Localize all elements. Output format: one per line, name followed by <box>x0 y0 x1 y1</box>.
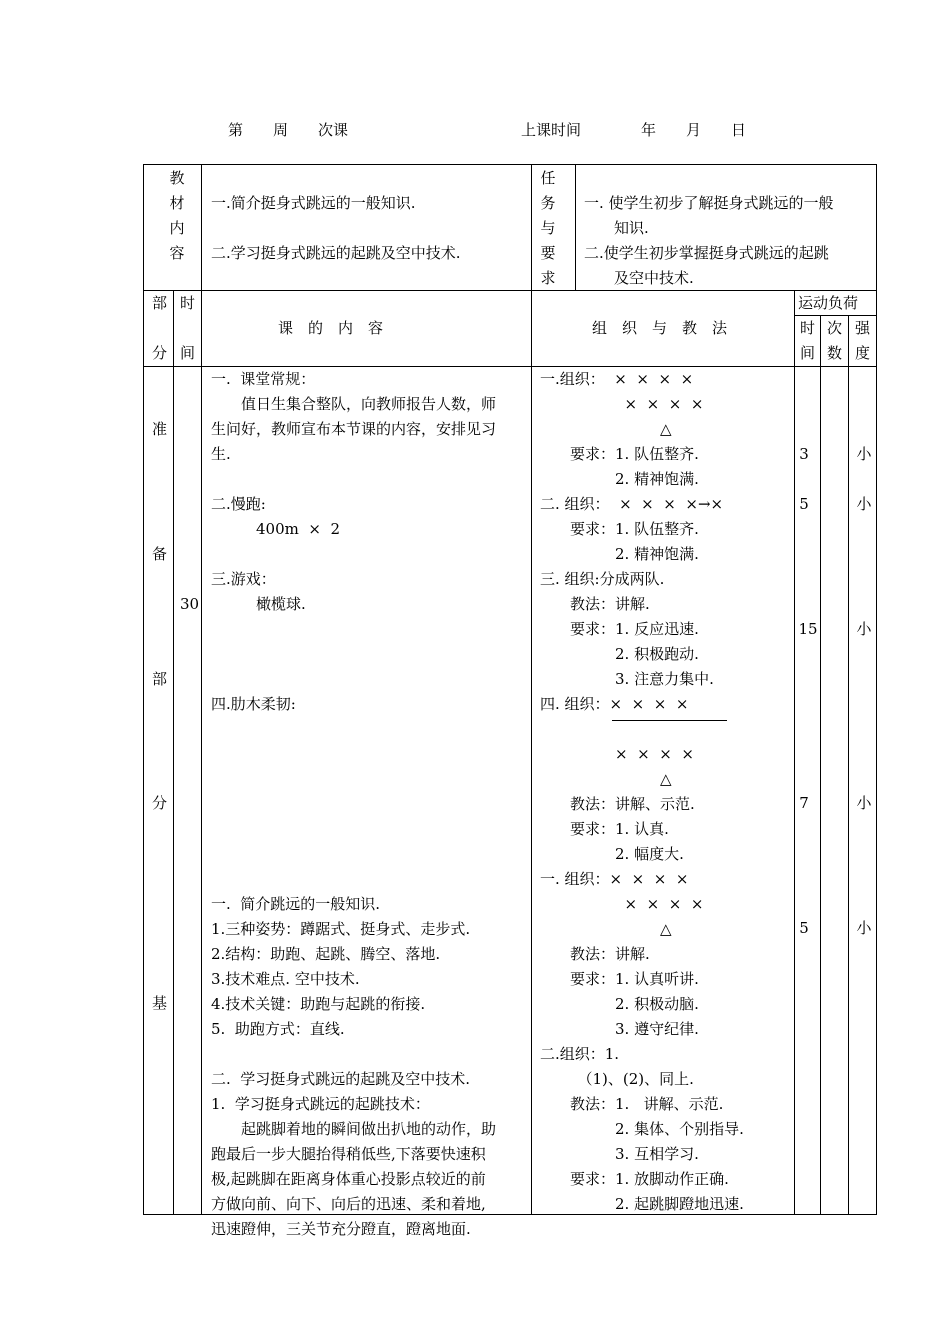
method-line: 一.组织： × × × × <box>540 370 694 388</box>
content-line <box>211 792 529 817</box>
method-line: 二.组织：1. <box>540 1045 620 1063</box>
method-line: 教法：讲解. <box>540 595 650 613</box>
content-line: 4.技术关键：助跑与起跳的衔接. <box>211 995 426 1013</box>
method-line: 要求：1. 队伍整齐. <box>540 445 699 463</box>
method-line: △ <box>540 420 672 438</box>
method-line: 三. 组织:分成两队. <box>540 570 665 588</box>
content-line <box>211 717 529 742</box>
content-line: 橄榄球. <box>211 595 306 613</box>
method-line: × × × × <box>540 745 694 763</box>
content-line: 值日生集合整队，向教师报告人数，师 <box>211 395 497 413</box>
method-line: 要求：1. 队伍整齐. <box>540 520 699 538</box>
content-line: 5. 助跑方式：直线. <box>211 1020 345 1038</box>
header-week: 第 周 次课 <box>228 121 349 139</box>
content-line <box>211 542 529 567</box>
col-method-header: 组 织 与 教 法 <box>592 319 728 337</box>
col-time-1: 时 <box>180 294 196 312</box>
method-line: × × × × <box>540 395 704 413</box>
content-line: 2.结构：助跑、起跳、腾空、落地. <box>211 945 441 963</box>
method-line: 2. 精神饱满. <box>540 470 699 488</box>
content-line: 二.慢跑: <box>211 495 266 513</box>
content-line: 一. 课堂常规： <box>211 370 316 388</box>
load-time: 3 <box>799 445 809 463</box>
content-line: 二. 学习挺身式跳远的起跳及空中技术. <box>211 1070 471 1088</box>
content-line <box>211 1042 529 1067</box>
material-item: 二.学习挺身式跳远的起跳及空中技术. <box>211 244 461 262</box>
col-load-time: 时 间 <box>799 319 815 362</box>
content-line: 起跳脚着地的瞬间做出扒地的动作，助 <box>211 1120 497 1138</box>
content-line: 生问好，教师宣布本节课的内容，安排见习 <box>211 420 497 438</box>
time-total: 30 <box>180 595 200 613</box>
content-line: 迅速蹬伸，三关节充分蹬直，蹬离地面. <box>211 1220 471 1238</box>
task-label: 任 务 与 要 求 <box>540 169 556 287</box>
content-line <box>211 667 529 692</box>
content-column <box>211 367 529 1242</box>
method-line: △ <box>540 920 672 938</box>
content-line <box>211 467 529 492</box>
method-line: 教法：1. 讲解、示范. <box>540 1095 724 1113</box>
col-load-count: 次 数 <box>826 319 842 362</box>
content-line: 极,起跳脚在距离身体重心投影点较近的前 <box>211 1170 486 1188</box>
method-line: 教法：讲解、示范. <box>540 795 695 813</box>
load-time: 5 <box>799 919 809 937</box>
method-line: 一. 组织：× × × × <box>540 870 689 888</box>
header-class-time: 上课时间 年 月 日 <box>521 121 747 139</box>
load-intensity: 小 <box>856 794 872 812</box>
col-part-1: 部 <box>152 294 168 312</box>
load-intensity: 小 <box>856 445 872 463</box>
content-line <box>211 767 529 792</box>
method-line: 2. 精神饱满. <box>540 545 699 563</box>
col-load-header: 运动负荷 <box>798 294 859 312</box>
load-time: 7 <box>799 794 809 812</box>
content-line: 方做向前、向下、向后的迅速、柔和着地, <box>211 1195 486 1213</box>
content-line <box>211 842 529 867</box>
part-char: 分 <box>152 794 168 812</box>
content-line <box>211 742 529 767</box>
method-line: 要求：1. 认真听讲. <box>540 970 699 988</box>
load-intensity: 小 <box>856 495 872 513</box>
part-char: 备 <box>152 545 168 563</box>
material-label: 教 材 内 容 <box>169 169 185 262</box>
content-line <box>211 642 529 667</box>
content-line: 3.技术难点. 空中技术. <box>211 970 360 988</box>
content-line: 1.三种姿势：蹲踞式、挺身式、走步式. <box>211 920 471 938</box>
task-item: 一. 使学生初步了解挺身式跳远的一般 <box>584 194 834 212</box>
col-content-header: 课 的 内 容 <box>278 319 384 337</box>
part-char: 部 <box>152 670 168 688</box>
task-item: 知识. <box>584 219 649 237</box>
content-line: 1. 学习挺身式跳远的起跳技术： <box>211 1095 430 1113</box>
method-line: 2. 幅度大. <box>540 845 684 863</box>
method-line: 3. 遵守纪律. <box>540 1020 699 1038</box>
method-line: 要求：1. 认真. <box>540 820 669 838</box>
content-line <box>211 867 529 892</box>
task-item: 二.使学生初步掌握挺身式跳远的起跳 <box>584 244 829 262</box>
part-char: 基 <box>152 994 168 1012</box>
method-line: 二. 组织： × × × ×→× <box>540 495 724 513</box>
part-char: 准 <box>152 420 168 438</box>
content-line: 生. <box>211 445 231 463</box>
method-line: 3. 互相学习. <box>540 1145 699 1163</box>
method-line: （1)、(2)、同上. <box>540 1070 694 1088</box>
method-line: 要求：1. 放脚动作正确. <box>540 1170 729 1188</box>
col-part-2: 分 <box>152 344 168 362</box>
material-item <box>211 216 461 241</box>
method-line: 2. 集体、个别指导. <box>540 1120 744 1138</box>
load-time: 5 <box>799 495 809 513</box>
load-intensity: 小 <box>856 919 872 937</box>
col-time-2: 间 <box>180 344 196 362</box>
method-column <box>540 367 792 1217</box>
content-line: 一. 简介跳远的一般知识. <box>211 895 381 913</box>
load-intensity: 小 <box>856 620 872 638</box>
method-line: × × × × <box>540 895 704 913</box>
col-load-intensity: 强 度 <box>854 319 870 362</box>
content-line: 三.游戏： <box>211 570 276 588</box>
content-line: 400m × 2 <box>211 520 341 538</box>
method-line: 2. 积极动脑. <box>540 995 699 1013</box>
load-time: 15 <box>798 620 818 638</box>
method-line: 3. 注意力集中. <box>540 670 714 688</box>
method-line: 要求：1. 反应迅速. <box>540 620 699 638</box>
material-content <box>211 191 461 266</box>
content-line <box>211 817 529 842</box>
method-line <box>540 717 792 742</box>
method-line: 2. 起跳脚蹬地迅速. <box>540 1195 744 1213</box>
method-line: 2. 积极跑动. <box>540 645 699 663</box>
content-line: 四.肋木柔韧: <box>211 695 296 713</box>
task-item: 及空中技术. <box>584 269 694 287</box>
material-item: 一.简介挺身式跳远的一般知识. <box>211 194 416 212</box>
task-content <box>584 191 834 291</box>
content-line <box>211 617 529 642</box>
method-line: 教法：讲解. <box>540 945 650 963</box>
method-line: △ <box>540 770 672 788</box>
method-line: 四. 组织：× × × × <box>540 695 689 713</box>
content-line: 跑最后一步大腿抬得稍低些,下落要快速积 <box>211 1145 486 1163</box>
